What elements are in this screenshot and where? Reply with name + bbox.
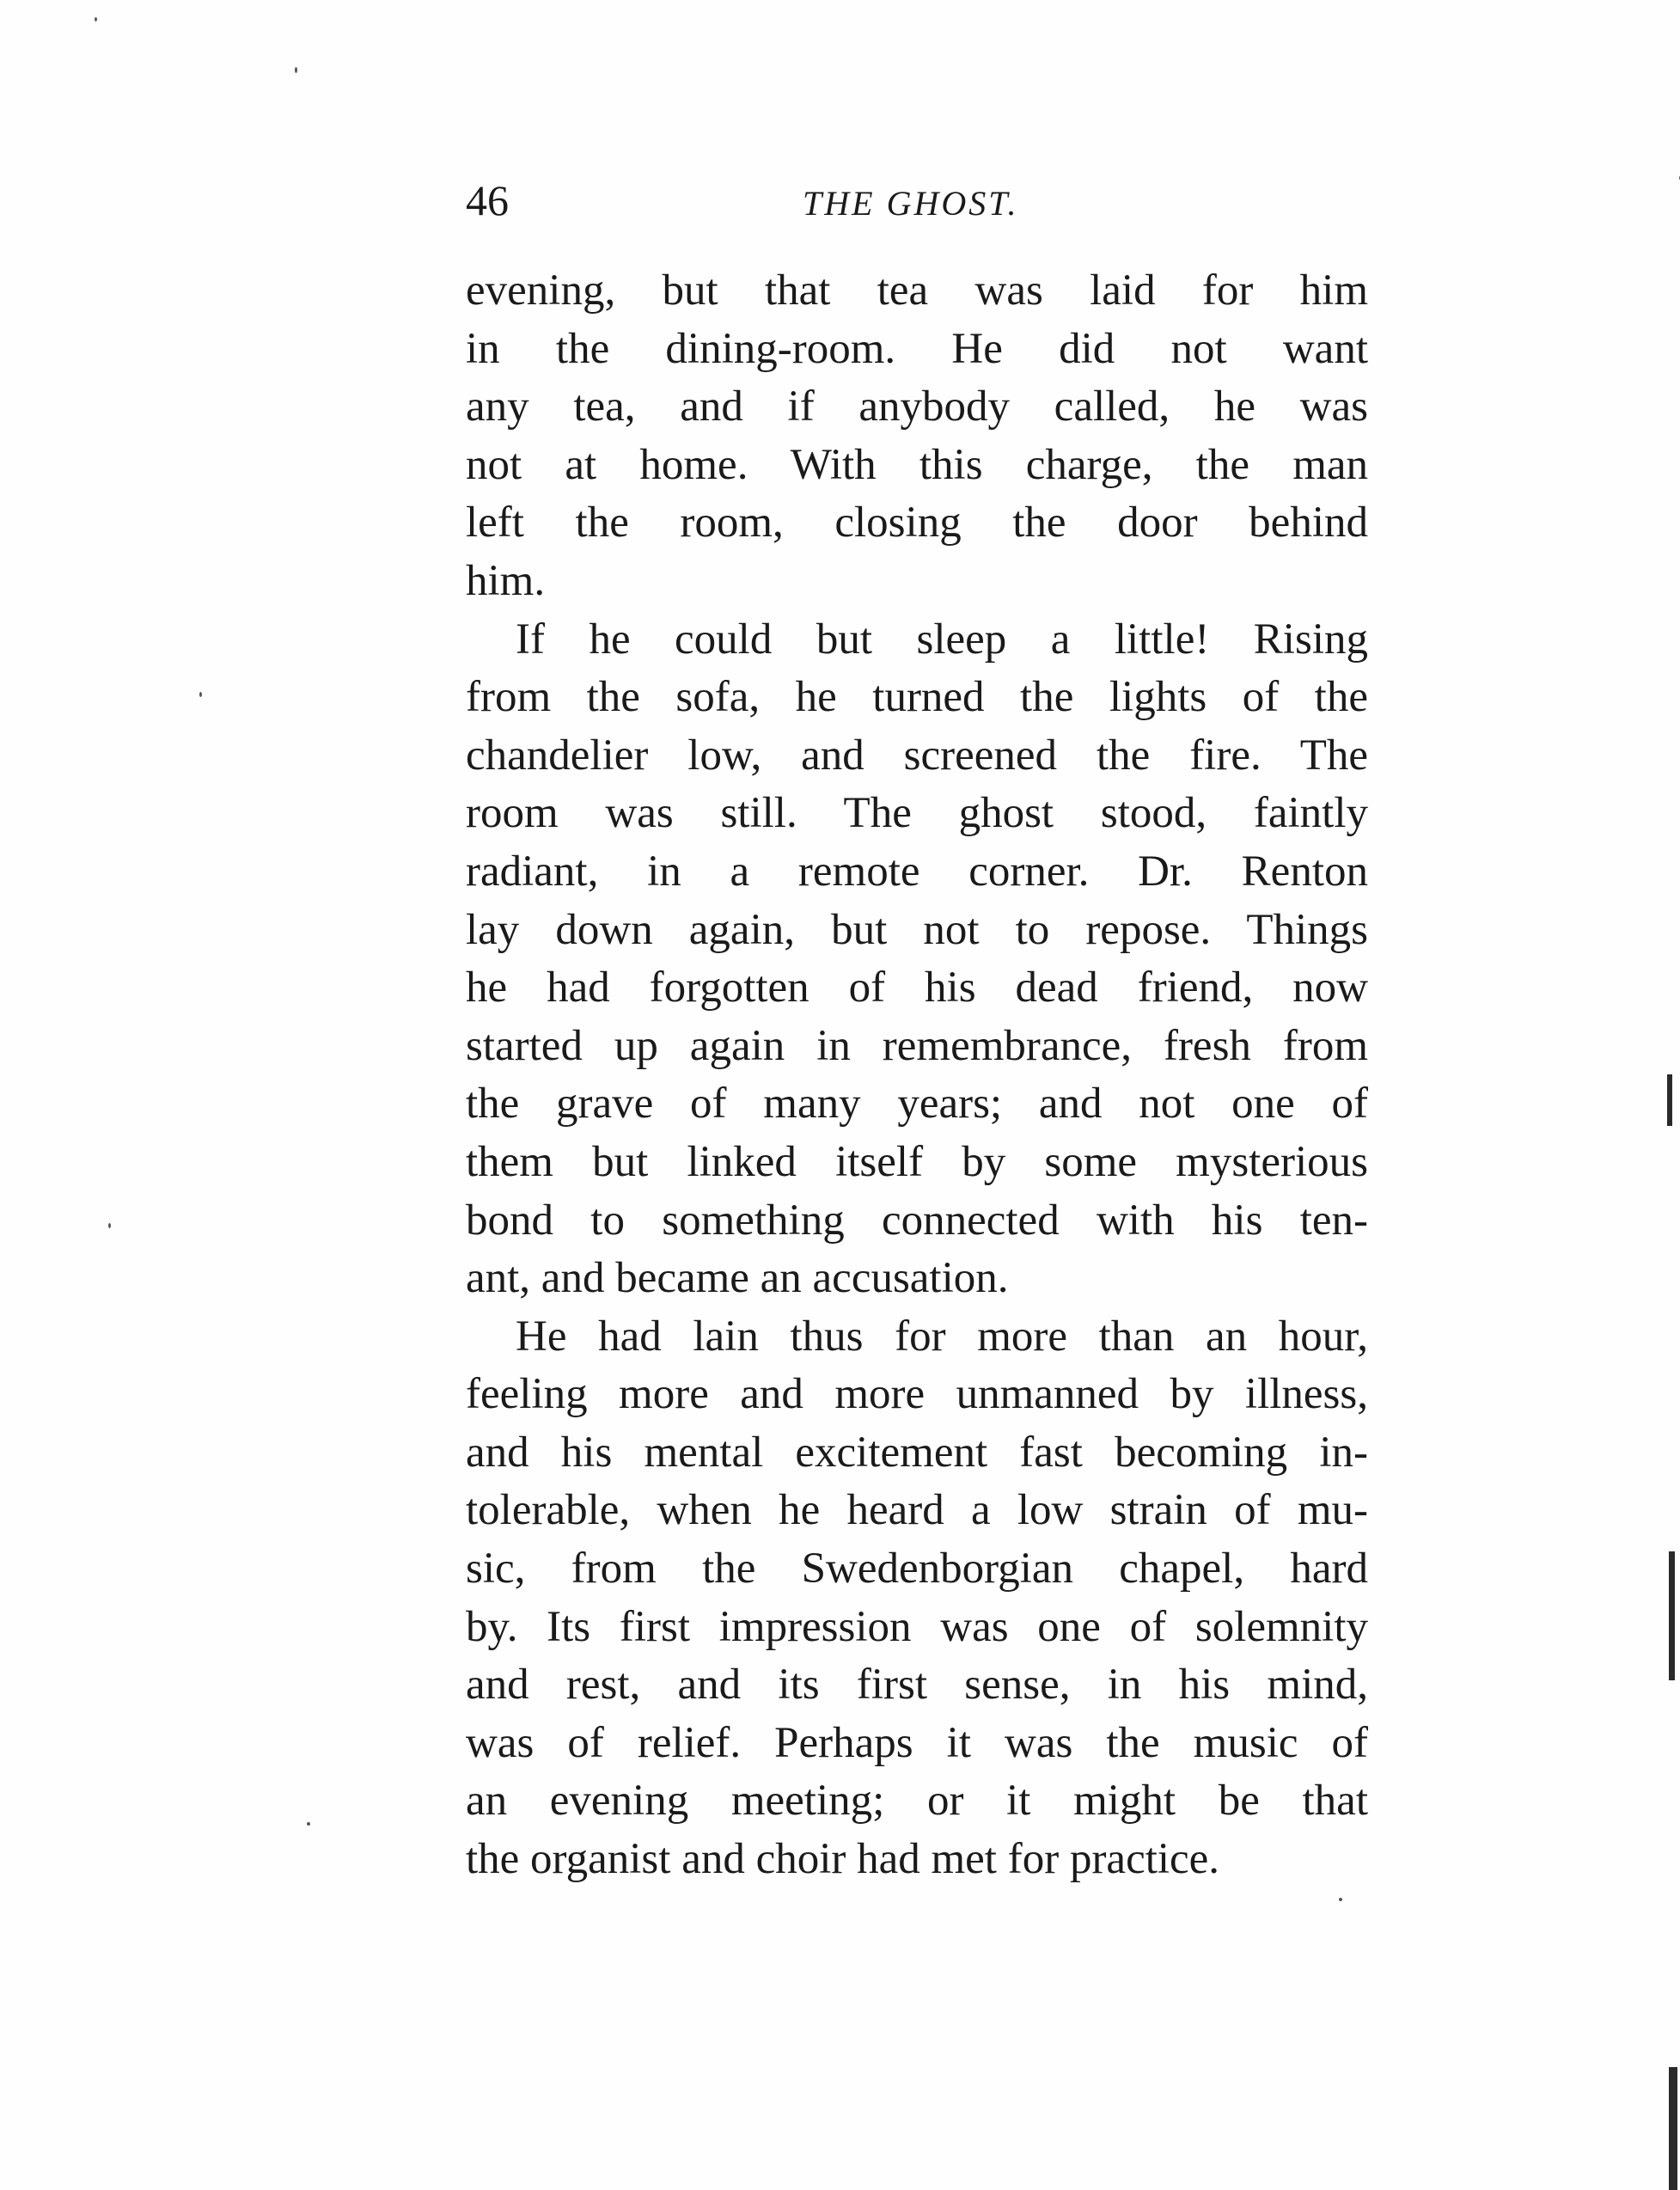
text-line: lay down again, but not to repose. Things <box>466 905 1368 954</box>
paragraph-2 <box>466 611 1368 1308</box>
text-line: an evening meeting; or it might be that <box>466 1777 1368 1826</box>
text-line: ant, and became an accusation. <box>466 1254 1009 1303</box>
running-title: THE GHOST. <box>803 184 1019 223</box>
text-line: sic, from the Swedenborgian chapel, hard <box>466 1545 1368 1594</box>
scan-speck <box>199 692 202 697</box>
scan-speck <box>1339 1898 1342 1901</box>
scan-speck <box>95 17 97 21</box>
binding-shadow <box>1667 1074 1672 1126</box>
text-line: and rest, and its first sense, in his mind, <box>466 1661 1368 1710</box>
text-line: from the sofa, he turned the lights of the <box>466 673 1368 722</box>
body-text <box>466 262 1368 1889</box>
text-line: started up again in remembrance, fresh from <box>466 1021 1368 1070</box>
binding-shadow <box>1669 1551 1675 1680</box>
text-line: bond to something connected with his ten- <box>466 1196 1368 1245</box>
text-line: room was still. The ghost stood, faintly <box>466 789 1368 838</box>
paragraph-3 <box>466 1308 1368 1889</box>
scan-speck <box>307 1822 310 1826</box>
text-line: evening, but that tea was laid for him <box>466 266 1368 315</box>
text-line: and his mental excitement fast becoming in- <box>466 1428 1368 1477</box>
text-line: was of relief. Perhaps it was the music of <box>466 1718 1368 1767</box>
text-line: him. <box>466 556 546 605</box>
text-line: any tea, and if anybody called, he was <box>466 382 1368 431</box>
text-line: not at home. With this charge, the man <box>466 440 1368 489</box>
page-number: 46 <box>466 176 509 224</box>
text-line: he had forgotten of his dead friend, now <box>466 963 1368 1012</box>
text-line: them but linked itself by some mysterious <box>466 1137 1368 1186</box>
scan-speck <box>108 1223 111 1228</box>
text-line: in the dining-room. He did not want <box>466 324 1368 373</box>
text-line: feeling more and more unmanned by illness, <box>466 1370 1368 1419</box>
text-line: chandelier low, and screened the fire. The <box>466 731 1368 780</box>
scan-speck <box>295 67 297 73</box>
text-line: the grave of many years; and not one of <box>466 1080 1368 1129</box>
binding-shadow <box>1669 2067 1677 2190</box>
text-line: tolerable, when he heard a low strain of mu- <box>466 1486 1368 1535</box>
text-line: If he could but sleep a little! Rising <box>516 615 1368 664</box>
text-line: the organist and choir had met for practice. <box>466 1835 1220 1884</box>
running-head <box>466 170 1368 230</box>
text-line: He had lain thus for more than an hour, <box>516 1312 1368 1361</box>
text-line: left the room, closing the door behind <box>466 499 1368 548</box>
paragraph-1 <box>466 262 1368 611</box>
text-line: radiant, in a remote corner. Dr. Renton <box>466 847 1368 896</box>
text-line: by. Its first impression was one of solemnity <box>466 1602 1368 1651</box>
